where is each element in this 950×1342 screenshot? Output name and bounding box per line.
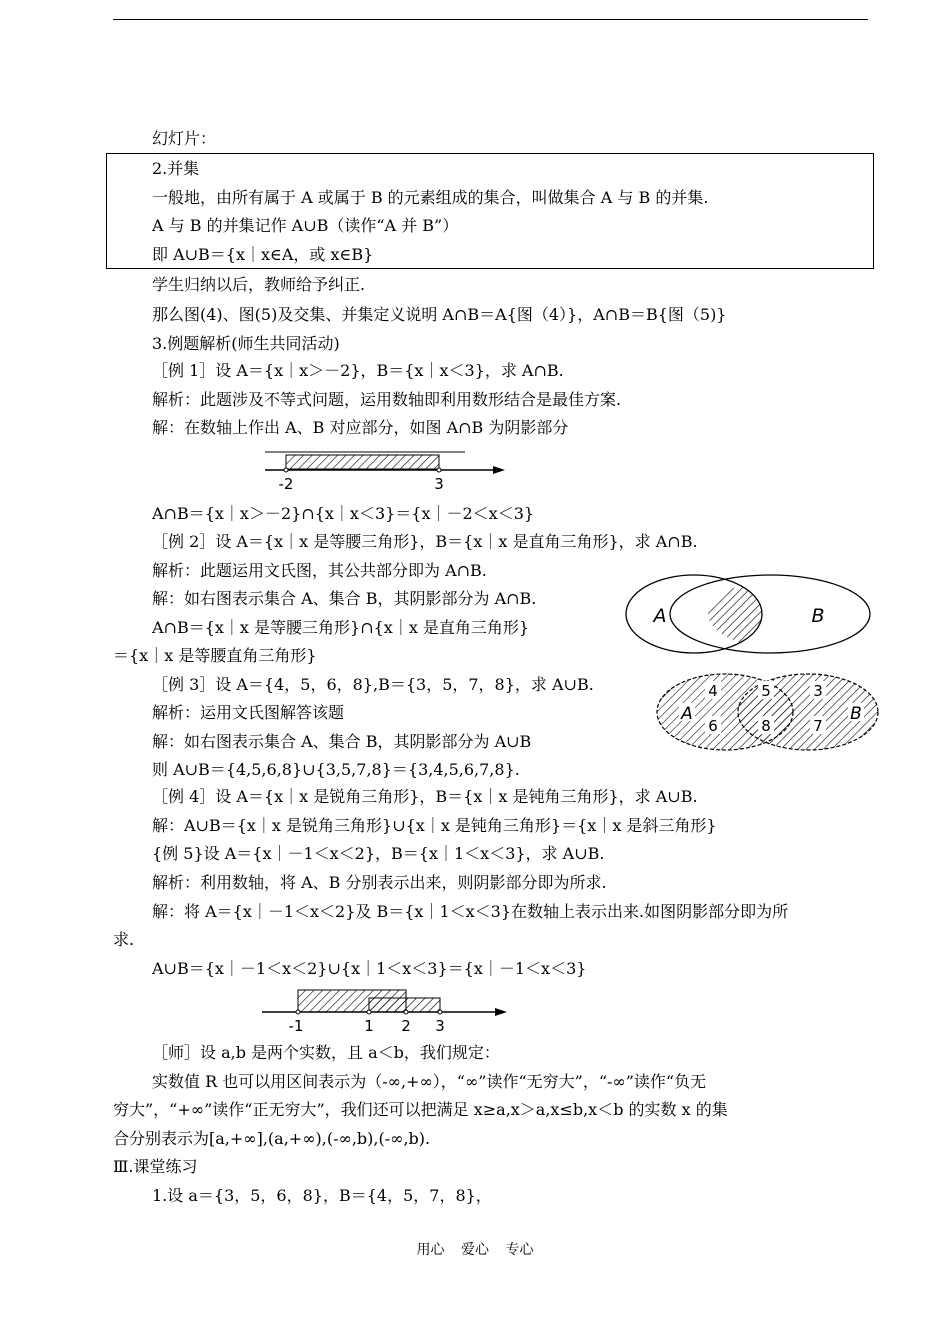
text-line: ［例 4］设 A＝{x｜x 是锐角三角形}，B＝{x｜x 是钝角三角形}，求 A∪B. <box>152 787 698 806</box>
open-point <box>296 1010 300 1014</box>
text-line: 解：如右图表示集合 A、集合 B，其阴影部分为 A∩B. <box>152 589 537 608</box>
open-point <box>367 1010 371 1014</box>
set-label: B <box>811 605 825 627</box>
tick-label: 3 <box>434 475 444 493</box>
element-label: 8 <box>761 717 771 735</box>
text-line: ［师］设 a,b 是两个实数，且 a＜b，我们规定： <box>152 1043 500 1062</box>
text-line: ［例 3］设 A＝{4，5，6，8},B＝{3，5，7，8}，求 A∪B. <box>152 675 594 694</box>
text-line: 解：将 A＝{x｜－1＜x＜2}及 B＝{x｜1＜x＜3}在数轴上表示出来.如图阴影部分即为所 <box>152 902 789 921</box>
open-point <box>437 468 441 472</box>
page-footer <box>0 1240 950 1260</box>
text-line: 一般地，由所有属于 A 或属于 B 的元素组成的集合，叫做集合 A 与 B 的并集. <box>152 188 709 207</box>
tick-label: -2 <box>278 475 294 493</box>
text-line: ［例 2］设 A＝{x｜x 是等腰三角形}，B＝{x｜x 是直角三角形}，求 A∩B. <box>152 532 698 551</box>
header-rule <box>113 19 868 20</box>
number-line-figure-1 <box>255 444 515 496</box>
text-line: 解析：此题涉及不等式问题，运用数轴即利用数形结合是最佳方案. <box>152 390 622 409</box>
element-label: 5 <box>761 682 771 700</box>
text-line: 解析：此题运用文氏图，其公共部分即为 A∩B. <box>152 561 487 580</box>
text-line: ［例 1］设 A＝{x｜x＞－2}，B＝{x｜x＜3}，求 A∩B. <box>152 361 564 380</box>
text-line: ＝{x｜x 是等腰直角三角形} <box>113 646 317 665</box>
number-line-figure-2 <box>252 984 517 1036</box>
set-b-ellipse <box>670 575 870 653</box>
axis-arrow-icon <box>495 1008 507 1016</box>
footer-word: 用心 <box>416 1242 445 1258</box>
open-point <box>438 1010 442 1014</box>
footer-word: 专心 <box>505 1242 534 1258</box>
text-line: 2.并集 <box>152 159 200 178</box>
tick-label: 1 <box>364 1017 374 1035</box>
text-line: 那么图(4)、图(5)及交集、并集定义说明 A∩B＝A{图（4）}，A∩B＝B{图（5)} <box>152 305 727 324</box>
text-line: 3.例题解析(师生共同活动) <box>152 334 340 353</box>
text-line: 解析：利用数轴，将 A、B 分别表示出来，则阴影部分即为所求. <box>152 873 607 892</box>
text-line: 求. <box>113 930 135 949</box>
tick-label: -1 <box>288 1017 304 1035</box>
venn-diagram-union <box>655 671 881 753</box>
text-line: A 与 B 的并集记作 A∪B（读作“A 并 B”） <box>152 216 459 235</box>
axis-arrow-icon <box>493 466 505 474</box>
text-line: 实数值 R 也可以用区间表示为（-∞,+∞），“∞”读作“无穷大”，“-∞”读作“负无 <box>152 1072 707 1091</box>
footer-word: 爱心 <box>461 1242 489 1258</box>
text-line: 解：A∪B＝{x｜x 是锐角三角形}∪{x｜x 是钝角三角形}＝{x｜x 是斜三角形} <box>152 816 717 835</box>
text-line: 解：如右图表示集合 A、集合 B，其阴影部分为 A∪B <box>152 732 532 751</box>
intersection-shaded-region <box>708 575 880 653</box>
text-line: A∪B＝{x｜－1＜x＜2}∪{x｜1＜x＜3}＝{x｜－1＜x＜3} <box>152 959 587 978</box>
tick-label: 3 <box>435 1017 445 1035</box>
intersection-shaded-region <box>286 455 439 469</box>
text-line: A∩B＝{x｜x＞－2}∩{x｜x＜3}＝{x｜－2＜x＜3} <box>152 504 535 523</box>
text-line: 幻灯片： <box>152 129 217 148</box>
set-label: A <box>653 605 667 627</box>
element-label: 7 <box>813 717 823 735</box>
venn-diagram-intersection <box>624 570 880 658</box>
text-line: 穷大”，“+∞”读作“正无穷大”，我们还可以把满足 x≥a,x＞a,x≤b,x＜b 的实数 x 的集 <box>113 1100 728 1119</box>
tick-label: 2 <box>401 1017 411 1035</box>
element-label: 4 <box>708 682 718 700</box>
set-label: A <box>681 704 693 724</box>
set-label: B <box>850 704 862 724</box>
text-line: Ⅲ.课堂练习 <box>113 1157 198 1176</box>
text-line: 即 A∪B＝{x｜x∈A，或 x∈B} <box>152 245 374 264</box>
element-label: 3 <box>813 682 823 700</box>
text-line: A∩B＝{x｜x 是等腰三角形}∩{x｜x 是直角三角形} <box>152 618 530 637</box>
text-line: 解析：运用文氏图解答该题 <box>152 703 345 722</box>
set-b-shaded-region <box>369 998 440 1012</box>
open-point <box>284 468 288 472</box>
text-line: 解：在数轴上作出 A、B 对应部分，如图 A∩B 为阴影部分 <box>152 418 569 437</box>
open-point <box>404 1010 408 1014</box>
element-label: 6 <box>708 717 718 735</box>
text-line: 则 A∪B＝{4,5,6,8}∪{3,5,7,8}＝{3,4,5,6,7,8}. <box>152 760 520 779</box>
text-line: 学生归纳以后，教师给予纠正. <box>152 275 366 294</box>
text-line: 合分别表示为[a,+∞],(a,+∞),(-∞,b),(-∞,b). <box>113 1129 431 1148</box>
text-line: {例 5}设 A＝{x｜－1＜x＜2}，B＝{x｜1＜x＜3}，求 A∪B. <box>152 844 605 863</box>
text-line: 1.设 a＝{3，5，6，8}，B＝{4，5，7，8}， <box>152 1186 492 1205</box>
